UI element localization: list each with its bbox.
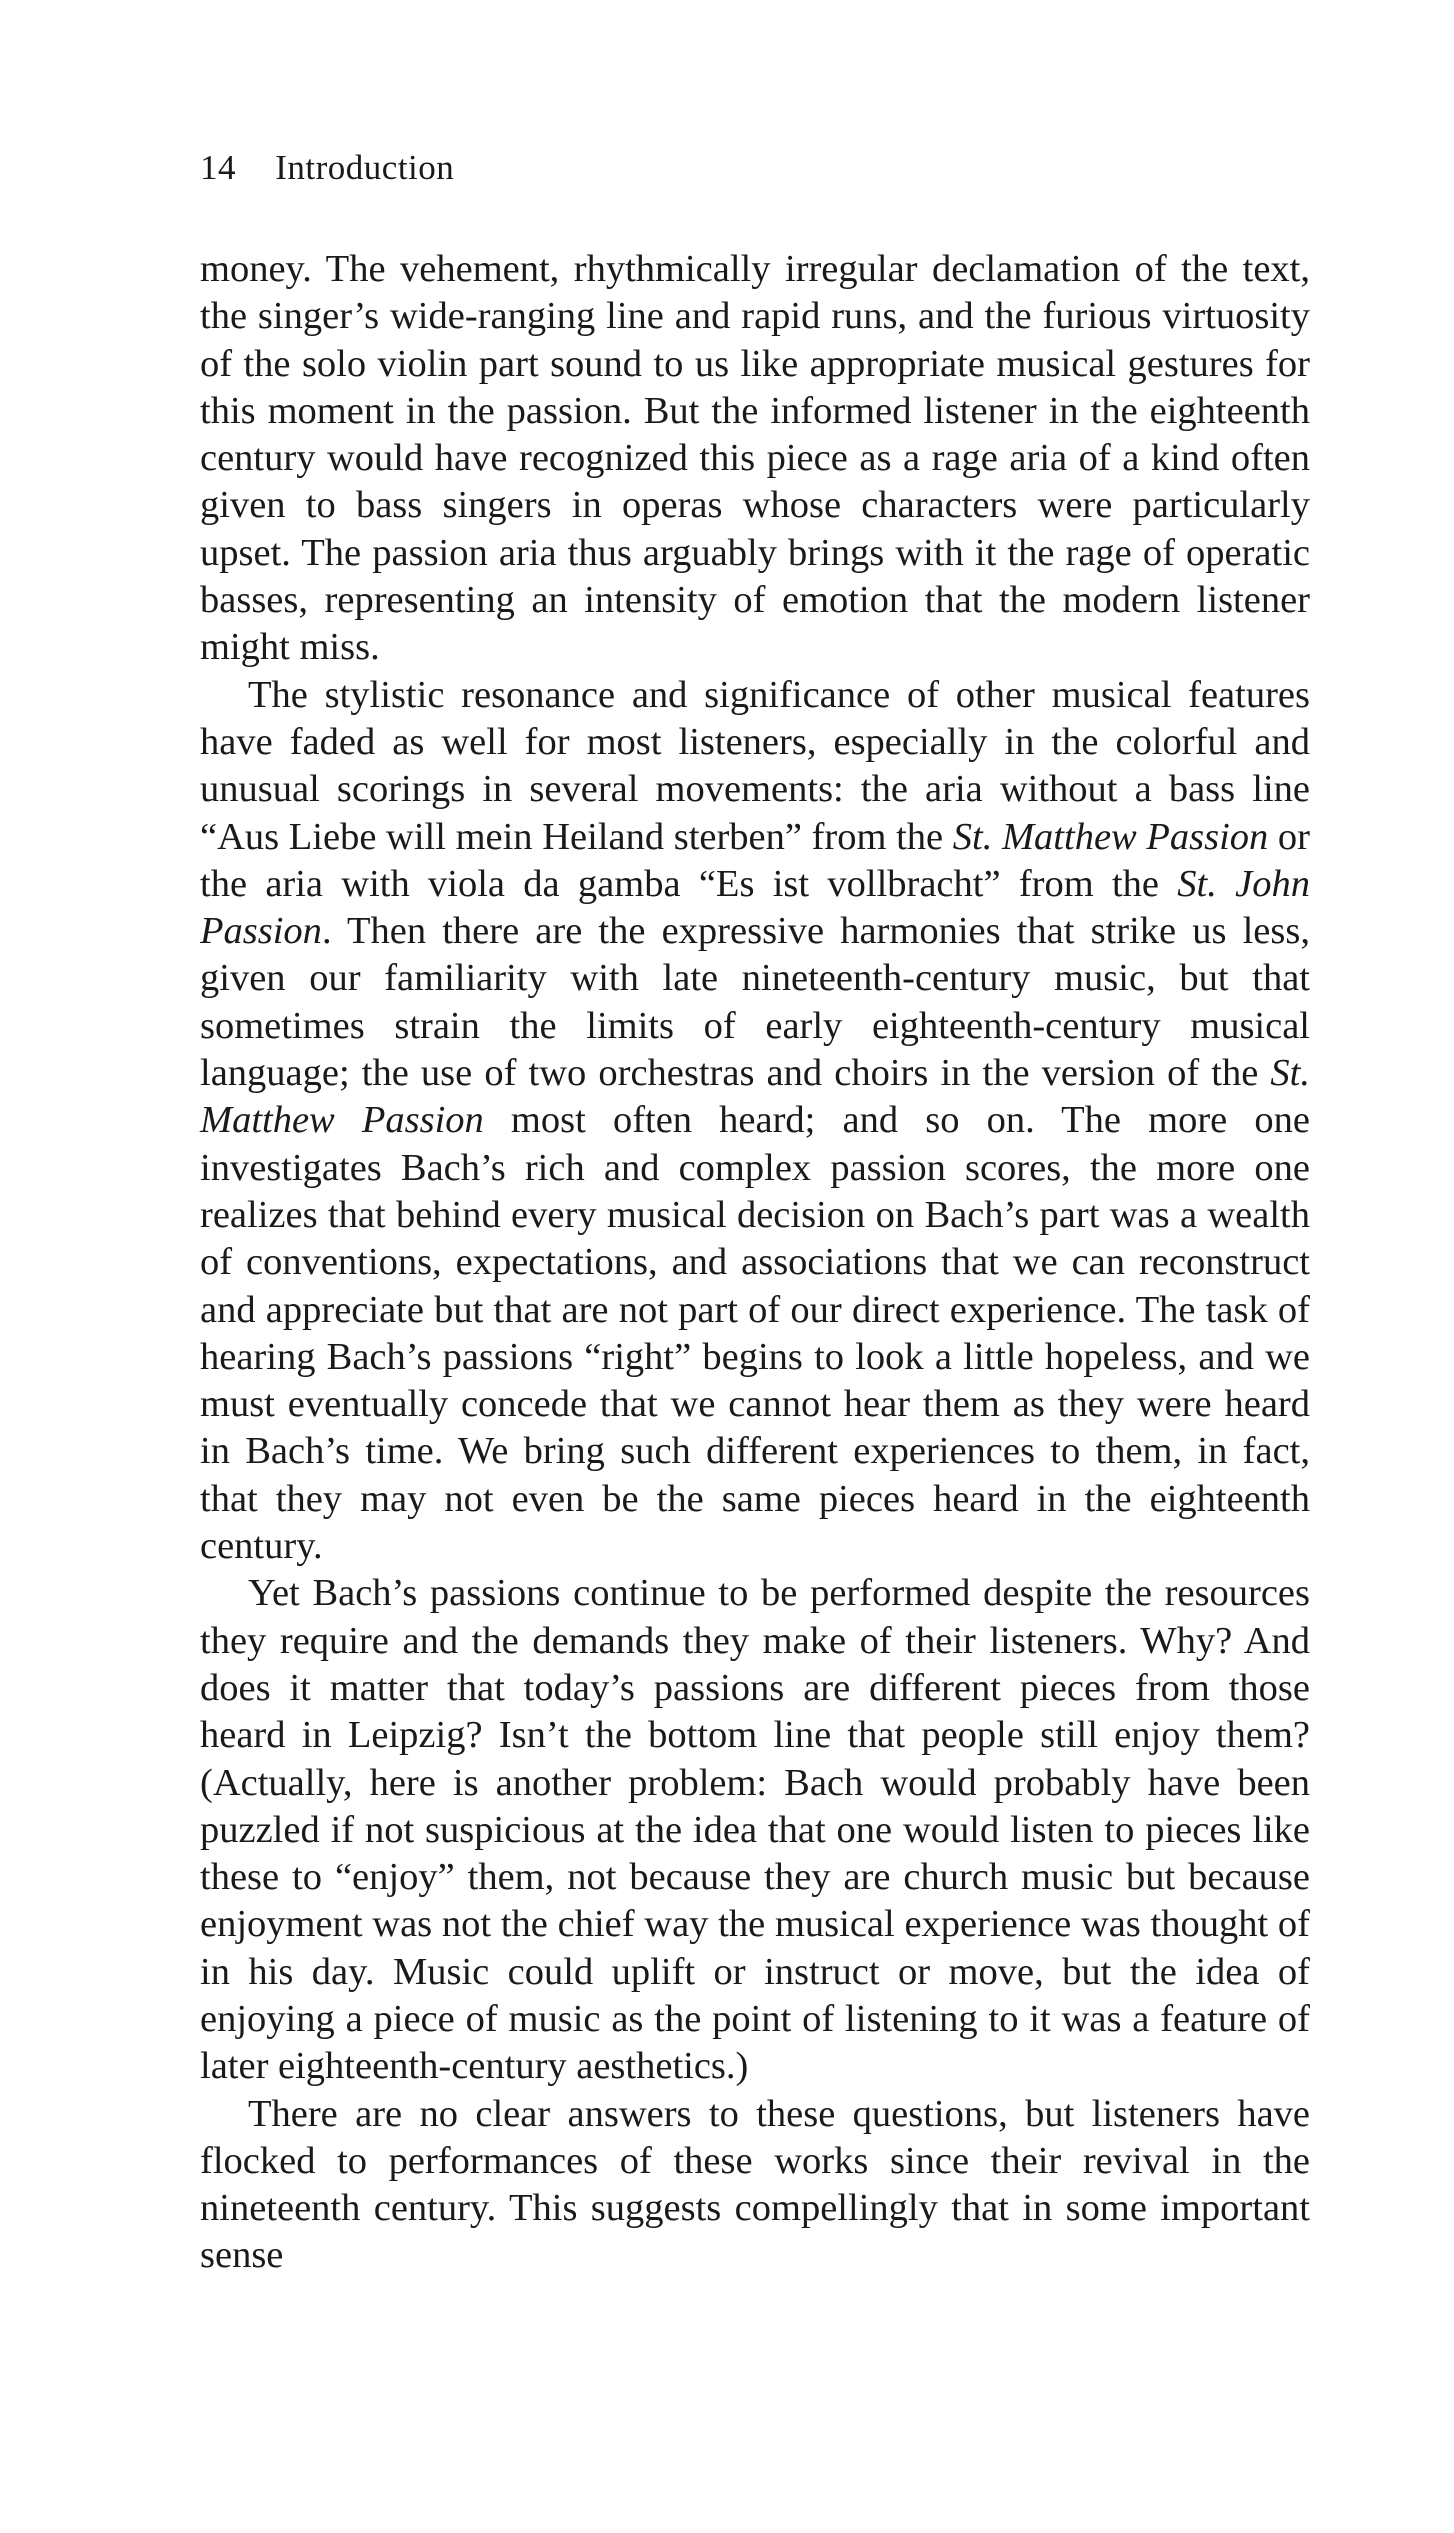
text-segment: money. The vehement, rhythmically irregular declamation of the text, the singer’s wide-ranging line and rapid runs, and the furious virtuosity of the solo violin part sound to us like appropriate musical gestures for this moment in the passion. But the informed listener in the eighteenth century would have recognized this piece as a rage aria of a kind often given to bass singers in operas whose characters were particularly upset. The passion aria thus arguably brings with it the rage of operatic basses, representing an intensity of emotion that the modern listener might miss. bbox=[200, 248, 1310, 669]
text-segment: There are no clear answers to these questions, but listeners have flocked to performances of these works since their revival in the nineteenth century. This suggests compellingly that in some important sense bbox=[200, 2092, 1310, 2277]
work-title-st-matthew-passion: St. Matthew Passion bbox=[200, 1052, 1310, 1142]
text-segment: Yet Bach’s passions continue to be performed despite the resources they require and the demands they make of their listeners. Why? And does it matter that today’s passions are different pieces from those heard in Leipzig? Isn’t the bottom line that people still enjoy them? (Actually, here is another problem: Bach would probably have been puzzled if not suspicious at the idea that one would listen to pieces like these to “enjoy” them, not because they are church music but because enjoyment was not the chief way the musical experience was thought of in his day. Music could uplift or instruct or move, but the idea of enjoying a piece of music as the point of listening to it was a feature of later eighteenth-century aesthetics.) bbox=[200, 1572, 1310, 2088]
paragraph-3 bbox=[200, 1570, 1310, 2090]
work-title-st-john-passion: St. John Passion bbox=[200, 862, 1310, 953]
work-title-st-matthew-passion: St. Matthew Passion bbox=[952, 815, 1269, 858]
text-segment: or the aria with viola da gamba “Es ist vollbracht” from the bbox=[200, 815, 1310, 905]
section-title: Introduction bbox=[275, 148, 455, 187]
paragraph-4 bbox=[200, 2091, 1310, 2280]
text-segment: most often heard; and so on. The more one investigates Bach’s rich and complex passion scores, the more one realizes that behind every musical decision on Bach’s part was a wealth of conventions, expectations, and associations that we can reconstruct and appreciate but that are not part of our direct experience. The task of hearing Bach’s passions “right” begins to look a little hopeless, and we must eventually concede that we cannot hear them as they were heard in Bach’s time. We bring such different experiences to them, in fact, that they may not even be the same pieces heard in the eighteenth century. bbox=[200, 1099, 1310, 1568]
text-segment: The stylistic resonance and significance of other musical features have faded as well for most listeners, especially in the colorful and unusual scorings in several movements: the aria without a bass line “Aus Liebe will mein Heiland sterben” from the bbox=[200, 673, 1310, 858]
body-text bbox=[200, 246, 1310, 2280]
paragraph-1 bbox=[200, 246, 1310, 672]
paragraph-2 bbox=[200, 672, 1310, 1571]
page-number: 14 bbox=[200, 148, 236, 187]
running-head bbox=[200, 148, 454, 188]
text-segment: . Then there are the expressive harmonies that strike us less, given our familiarity with late nineteenth-century music, but that sometimes strain the limits of early eighteenth-century musical language; the use of two orchestras and choirs in the version of the bbox=[200, 910, 1310, 1095]
